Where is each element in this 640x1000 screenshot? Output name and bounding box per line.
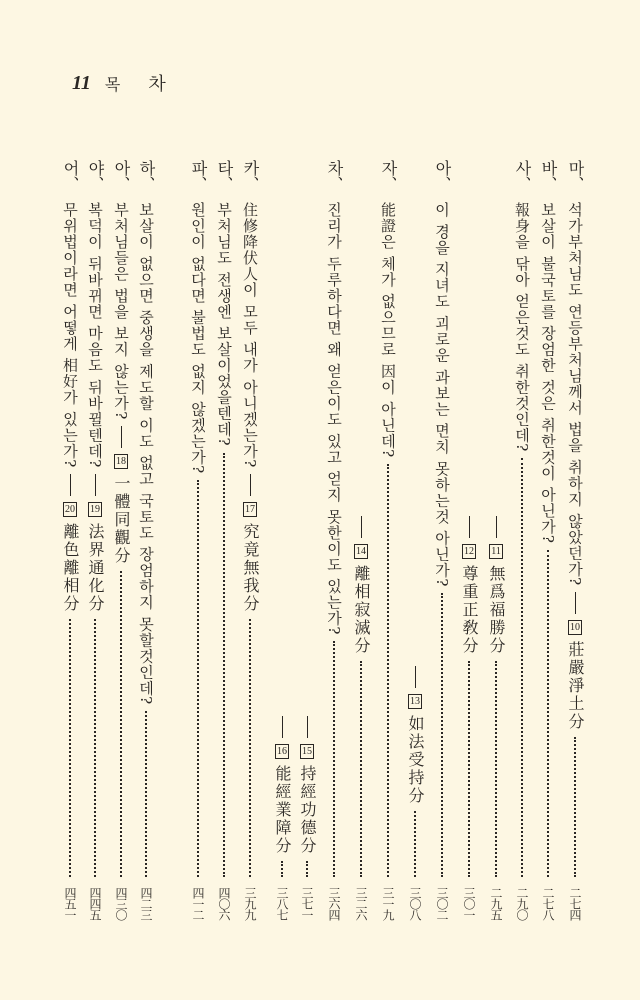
dot-leader [414,811,416,877]
header-title-part1: 목 [104,74,121,94]
entry-page-number: 三七一 [300,887,314,920]
dash-divider [496,516,497,538]
dash-divider [250,474,251,496]
entry-marker: 마、 [566,160,585,192]
section-title: 如法受持分 [406,715,425,805]
header-title-part2: 차 [148,74,166,95]
dot-leader [306,861,308,877]
entry-page-number: 三八七 [275,887,289,920]
toc-entry [85,160,105,920]
entry-marker: 차、 [325,160,344,192]
section-number-box: 19 [90,504,100,516]
entry-question: 보살이 불국토를 장엄한 것은 취한것이 아닌가? [539,202,557,544]
entry-marker: 아、 [112,160,131,192]
section-number-box: 18 [116,456,126,468]
entry-question: 원인이 없다면 불법도 없지 않겠는가? [189,202,207,475]
entry-question: 報身을 닦아 얻은것도 취한것인데? [513,202,531,453]
section-number-box: 11 [491,546,501,557]
dot-leader [495,661,497,877]
toc-entry [538,160,558,920]
entry-question: 복덕이 뒤바뀌면 마음도 뒤바뀔텐데? [86,202,104,469]
toc-entry [351,510,371,920]
entry-page-number: 四三〇 [114,887,128,920]
dot-leader [521,458,523,877]
section-title: 一體同觀分 [112,475,131,566]
entry-question: 부처님도 전생엔 보살이었을텐데? [215,202,233,447]
dot-leader [547,550,549,877]
toc-entry [378,160,398,920]
entry-marker: 어、 [61,160,80,192]
entry-marker: 파、 [189,160,208,192]
section-number-box: 17 [245,504,255,516]
section-title: 究竟無我分 [241,523,260,614]
section-title: 離相寂滅分 [352,565,371,655]
entry-page-number: 三一九 [381,887,395,920]
entry-question: 진리가 두루하다면 왜 얻은이도 있고 얻지 못한이도 있는가? [325,202,343,636]
dot-leader [120,571,122,877]
section-number-box: 20 [65,504,75,516]
entry-page-number: 三六四 [327,887,341,920]
entry-question: 住修降伏人이 모두 내가 아니겠는가? [241,202,259,469]
toc-entry [188,160,208,920]
entry-page-number: 四二三 [139,887,153,920]
dot-leader [145,711,147,877]
dash-divider [415,666,416,688]
dot-leader [574,737,576,877]
entry-page-number: 三〇二 [435,887,449,920]
dot-leader [69,619,71,877]
toc-entry [512,160,532,920]
section-title: 持經功德分 [298,765,317,855]
toc-entry [214,160,234,920]
entry-page-number: 三〇八 [408,887,422,920]
toc-entry [459,510,479,920]
dash-divider [95,474,96,496]
toc-entry [60,160,80,920]
entry-question: 보살이 없으면 중생을 제도할 이도 없고 국토도 장엄하지 못할것인데? [137,202,155,706]
entry-marker: 타、 [215,160,234,192]
entry-page-number: 二九五 [489,887,503,920]
dash-divider [282,716,283,738]
entry-marker: 하、 [137,160,156,192]
page-number: 11 [72,71,91,94]
entry-question: 무위법이라면 어떻게 相好가 있는가? [61,202,79,469]
section-title: 離色離相分 [61,523,80,614]
entry-marker: 야、 [86,160,105,192]
section-title: 莊嚴淨土分 [566,641,585,732]
section-number-box: 13 [410,696,420,707]
dash-divider [361,516,362,538]
section-title: 能經業障分 [273,765,292,855]
dot-leader [441,593,443,877]
entry-question: 석가부처님도 연등부처님께서 법을 취하지 않았던가? [566,202,584,587]
dash-divider [70,474,71,496]
dash-divider [469,516,470,538]
entry-page-number: 三二六 [354,887,368,920]
dash-divider [575,592,576,614]
section-title: 法界通化分 [86,523,105,614]
entry-page-number: 四一二 [191,887,205,920]
section-title: 無爲福勝分 [487,565,506,655]
section-number-box: 16 [277,746,287,757]
section-number-box: 15 [302,746,312,757]
dot-leader [468,661,470,877]
section-number-box: 12 [464,546,474,557]
entry-marker: 자、 [379,160,398,192]
entry-question: 부처님들은 법을 보지 않는가? [112,202,130,421]
section-number-box: 14 [356,546,366,557]
dash-divider [121,426,122,448]
dot-leader [281,861,283,877]
entry-question: 能證은 체가 없으므로 因이 아닌데? [379,202,397,459]
toc-entry [240,160,260,920]
toc-entry [432,160,452,920]
entry-page-number: 三〇一 [462,887,476,920]
entry-question: 이 경을 지녀도 괴로운 과보는 면치 못하는것 아닌가? [433,202,451,588]
toc-entry [136,160,156,920]
entry-marker: 사、 [513,160,532,192]
toc-entry [324,160,344,920]
section-title: 尊重正敎分 [460,565,479,655]
entry-page-number: 三九九 [243,887,257,920]
dot-leader [249,619,251,877]
entry-marker: 카、 [241,160,260,192]
entry-page-number: 二九〇 [515,887,529,920]
toc-entry [565,160,585,920]
toc-entry [272,710,292,920]
dot-leader [387,464,389,877]
dot-leader [360,661,362,877]
toc-entry [486,510,506,920]
entry-page-number: 二七八 [541,887,555,920]
dot-leader [94,619,96,877]
toc-entry [405,660,425,920]
dot-leader [197,480,199,877]
toc-entry [297,710,317,920]
dot-leader [333,641,335,877]
entry-page-number: 四五一 [63,887,77,920]
entry-marker: 아、 [433,160,452,192]
entry-page-number: 四〇六 [217,887,231,920]
toc-entry [111,160,131,920]
section-number-box: 10 [570,622,580,634]
entry-page-number: 二七四 [568,887,582,920]
page-header [72,70,166,96]
entry-page-number: 四四五 [88,887,102,920]
entry-marker: 바、 [539,160,558,192]
dash-divider [307,716,308,738]
dot-leader [223,453,225,877]
